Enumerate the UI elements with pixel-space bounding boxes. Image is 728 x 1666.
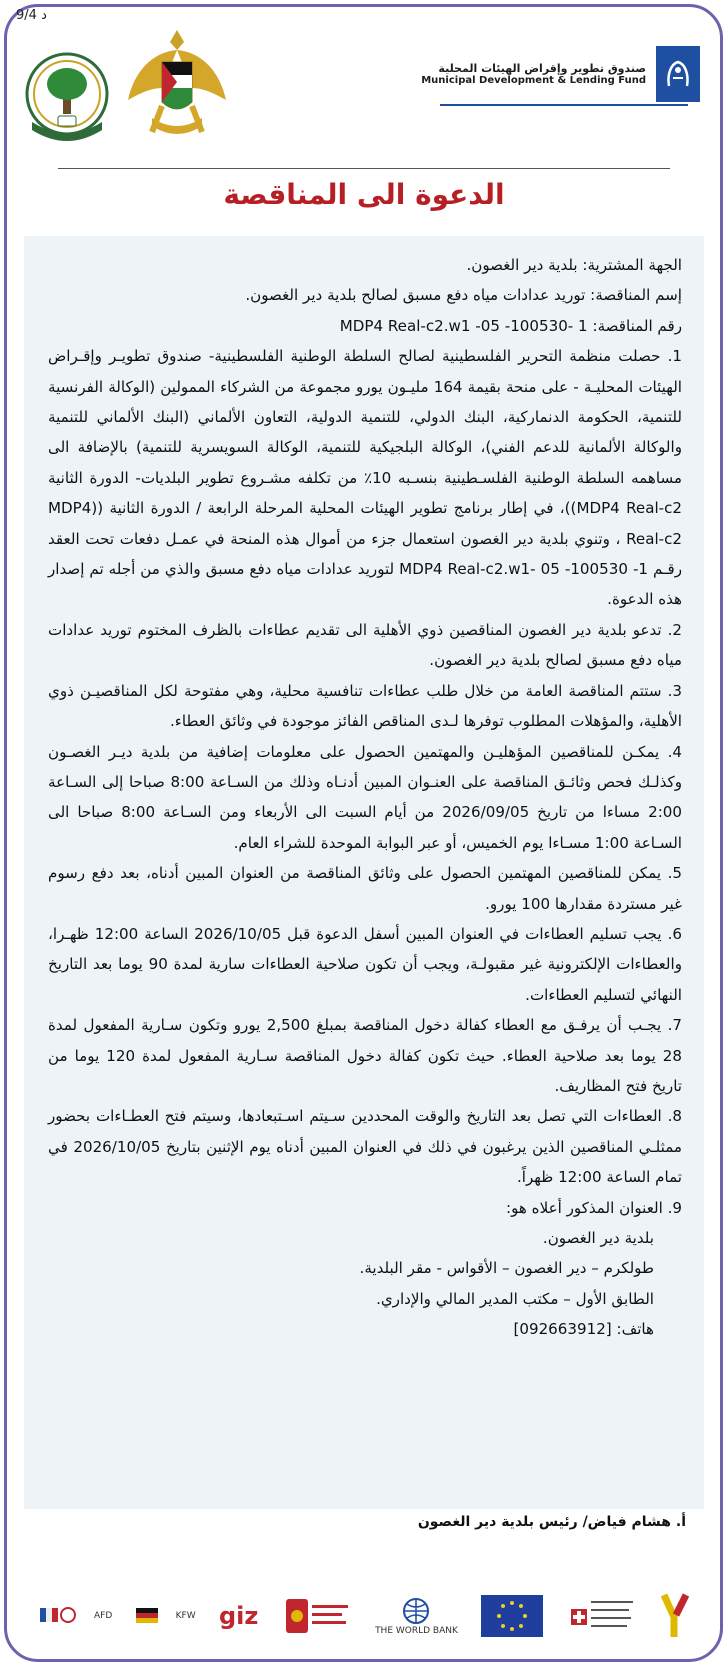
paragraph-3: 3. ستتم المناقصة العامة من خلال طلب عطاءات تنافسية محلية، وهي مفتوحة لكل المناقصيـن ذوي الأهلية، والمؤهلات المطلوب توفرها لـدى المناقص الفائز موجودة في وثائق العطاء. bbox=[48, 681, 682, 731]
donor-logos bbox=[40, 1586, 690, 1646]
eu-flag-logo bbox=[481, 1595, 543, 1637]
paragraph-7: 7. يجـب أن يرفـق مع العطاء كفالة دخول المناقصة بمبلغ 2,500 يورو وتكون سـارية المفعول لمدة 28 يوما بعد صلاحية العطاء. حيث تكون كفالة دخول المناقصة سـارية المفعول لمدة 120 يوما من تاريخ فتح المظاريف. bbox=[48, 1016, 682, 1095]
fund-underline bbox=[440, 104, 688, 106]
phone-label: هاتف: bbox=[616, 1320, 654, 1339]
tender-number-label: رقم المناقصة: bbox=[592, 316, 682, 335]
fund-name-ar: صندوق تطوير وإقراض الهيئات المحلية bbox=[438, 62, 646, 75]
mdlf-icon bbox=[656, 46, 700, 102]
tender-name: إسم المناقصة: توريد عدادات مياه دفع مسبق لصالح بلدية دير الغصون. bbox=[245, 286, 682, 305]
paragraph-1: 1. حصلت منظمة التحرير الفلسطينية لصالح السلطة الوطنية الفلسطينية- صندوق تطويـر وإقـراض الهيئات المحليـة - على منحة بقيمة 164 مليـون يورو مجموعة من الشركاء الممولين (الوكالة الفرنسية للتنمية، الحكومة الدنماركية، البنك الدولي، للتنمية الدولية، التعاون الألماني (البنك الألماني للتنمية والوكالة الألمانية للدعم الفني)، الوكالة البلجيكية للتنمية، الوكالة السويسرية للتنمية) بالإضافة الى مساهمه السلطة الوطنية الفلسـطينية بنسـبه 10٪ من تكلفه مشـروع تطوير البلديات- الدورة الثانية MDP4 Real-c2))، في إطار برنامج تطوير الهيئات المحلية المرحلة الرابعة / الدورة الثانية ((MDP4 Real-c2 ، وتنوي بلدية دير الغصون استعمال جزء من أموال هذه المنحة في عمـل دفعات تحت العقد رقـم 1- 100530- 05 -MDP4 Real-c2.w1 لتوريد عدادات مياه دفع مسبق والذي من أجله تم إصدار هذه الدعوة. bbox=[48, 347, 683, 609]
purchaser: الجهة المشترية: بلدية دير الغصون. bbox=[466, 256, 682, 274]
denmark-ministry-logo bbox=[282, 1593, 352, 1639]
page-title: الدعوة الى المناقصة bbox=[223, 178, 505, 211]
giz-logo bbox=[219, 1602, 258, 1630]
world-bank-logo bbox=[375, 1596, 458, 1636]
page-code: 9/4 د bbox=[16, 8, 47, 23]
address-line-2: طولكرم – دير الغصون – الأقواس - مقر البلدية. bbox=[359, 1259, 654, 1278]
mdlf-logo bbox=[421, 46, 700, 102]
paragraph-2: 2. تدعو بلدية دير الغصون المناقصين ذوي الأهلية الى تقديم عطاءات بالظرف المختوم توريد عدادات مياه دفع مسبق لصالح بلدية دير الغصون. bbox=[48, 620, 682, 670]
tender-body bbox=[24, 236, 704, 1509]
header bbox=[0, 0, 728, 170]
phone-number: [092663912] bbox=[513, 1320, 612, 1339]
tender-number: MDP4 Real-c2.w1 -05 -100530- 1 bbox=[339, 316, 588, 335]
belgium-enabel-logo bbox=[660, 1591, 690, 1641]
paragraph-5: 5. يمكن للمناقصين المهتمين الحصول على وثائق المناقصة من العنوان المبين أدناه، بعد دفع رسوم غير مستردة مقدارها 100 يورو. bbox=[48, 864, 682, 913]
giz-label: giz bbox=[218, 1602, 259, 1630]
paragraph-6: 6. يجب تسليم العطاءات في العنوان المبين أسفل الدعوة قبل 2026/10/05 الساعة 12:00 ظهـرا، والعطاءات الإلكترونية غير مقبولـة، ويجب أن تكون صلاحية العطاءات سارية لمدة 90 يوما بعد التاريخ النهائي لتسليم العطاءات. bbox=[48, 924, 682, 1004]
header-rule bbox=[58, 168, 670, 169]
swiss-cooperation-logo bbox=[567, 1593, 637, 1639]
deir-al-ghusun-municipality-logo bbox=[22, 44, 112, 154]
kfw-logo bbox=[136, 1605, 196, 1627]
kfw-label: KFW bbox=[175, 1611, 196, 1621]
address-line-1: بلدية دير الغصون. bbox=[542, 1229, 654, 1247]
phone-line bbox=[48, 1314, 682, 1344]
palestine-eagle-emblem bbox=[122, 22, 232, 152]
tender-number-line bbox=[48, 311, 682, 341]
address-line-3: الطابق الأول – مكتب المدير المالي والإداري. bbox=[376, 1289, 654, 1308]
paragraph-8: 8. العطاءات التي تصل بعد التاريخ والوقت المحددين سـيتم اسـتبعادها، وسيتم فتح العطـاءات بحضور ممثلـي المناقصين الذين يرغبون في ذلك في العنوان المبين أدناه يوم الإثنين بتاريخ 2026/10/05 في تمام الساعة 12:00 ظهراً. bbox=[48, 1107, 683, 1187]
paragraph-4: 4. يمكـن للمناقصين المؤهليـن والمهتمين الحصول على معلومات إضافية من بلدية ديـر الغصـون وكذلـك فحص وثائـق المناقصة على العنـوان المبين أدنـاه وذلك من السـاعة 8:00 صباحا إلى السـاعة 2:00 مساءا من تاريخ 2026/09/05 من أيام السبت الى الأربعاء ومن السـاعة 8:00 صباحا الى السـاعة 1:00 مسـاءا يوم الخميس، أو عبر البوابة الموحدة للشراء العام. bbox=[48, 742, 683, 852]
signature: أ. هشام فياض/ رئيس بلدية دير الغصون bbox=[417, 1514, 686, 1530]
fund-name-en: Municipal Development & Lending Fund bbox=[421, 75, 646, 86]
france-afd-logo bbox=[40, 1604, 112, 1628]
world-bank-label: THE WORLD BANK bbox=[375, 1626, 458, 1636]
paragraph-9-title: 9. العنوان المذكور أعلاه هو: bbox=[506, 1198, 682, 1217]
afd-label: AFD bbox=[94, 1611, 113, 1621]
